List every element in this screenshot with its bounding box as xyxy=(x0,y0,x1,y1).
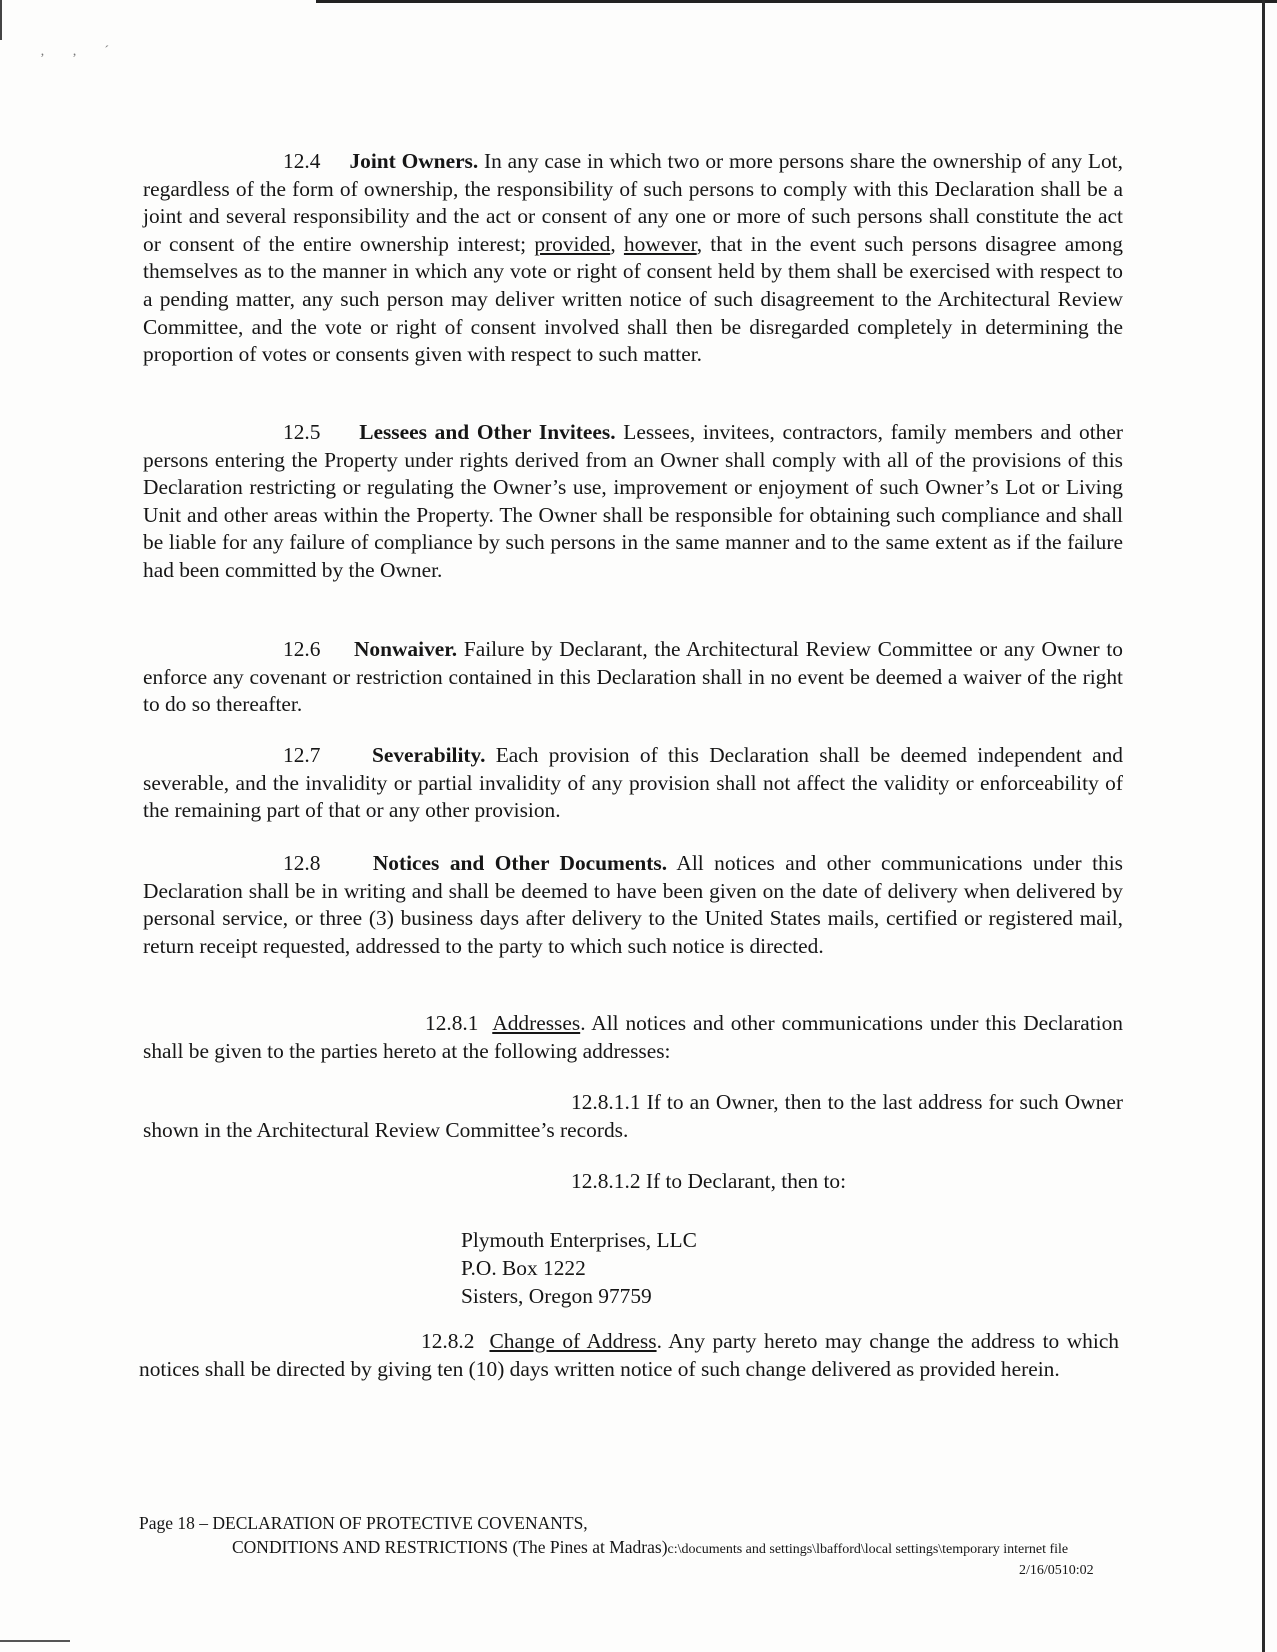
section-number: 12.6 xyxy=(283,637,321,661)
section-12-4 xyxy=(143,148,1123,369)
section-number: 12.8.1.1 xyxy=(571,1090,641,1114)
section-text: If to an Owner, then to the last address for such Owner shown in the Architectural Review Committee’s records. xyxy=(143,1090,1123,1142)
section-12-8-1-1 xyxy=(143,1089,1123,1144)
footer-title-2: CONDITIONS AND RESTRICTIONS (The Pines at Madras) xyxy=(232,1537,668,1557)
section-text: All notices and other communications under this Declaration shall be in writing and shall be deemed to have been given on the date of delivery when delivered by personal service, or three (3) business days after delivery to the United States mails, certified or registered mail, return receipt requested, addressed to the party to which such notice is directed. xyxy=(143,851,1123,958)
section-text: Lessees, invitees, contractors, family members and other persons entering the Property under rights derived from an Owner shall comply with all of the provisions of this Declaration restricting or regulating the Owner’s use, improvement or enjoyment of such Owner’s Lot or Living Unit and other areas within the Property. The Owner shall be responsible for obtaining such compliance and shall be liable for any failure of compliance by such persons in the same manner and to the same extent as if the failure had been committed by the Owner. xyxy=(143,420,1123,582)
scan-edge-top xyxy=(316,0,1277,3)
page-footer xyxy=(139,1511,1094,1578)
underlined-term-provided: provided xyxy=(534,231,611,256)
section-text: Failure by Declarant, the Architectural Review Committee or any Owner to enforce any covenant or restriction contained in this Declaration shall in no event be deemed a waiver of the right to do so thereafter. xyxy=(143,637,1124,717)
footer-line-2 xyxy=(139,1535,1068,1562)
underlined-term-however: however xyxy=(623,231,697,256)
address-line-city: Sisters, Oregon 97759 xyxy=(461,1284,652,1308)
section-number: 12.5 xyxy=(283,420,321,444)
section-number: 12.8 xyxy=(283,851,321,875)
section-text: Each provision of this Declaration shall be deemed independent and severable, and the invalidity or partial invalidity of any provision shall not affect the validity or enforceability of the remaining part of that or any other provision. xyxy=(143,743,1123,823)
address-line-company: Plymouth Enterprises, LLC xyxy=(461,1228,697,1252)
section-heading: Nonwaiver. xyxy=(353,637,458,661)
section-text: . All notices and other communications under this Declaration shall be given to the parties hereto at the following addresses: xyxy=(143,1011,1123,1063)
separator: , xyxy=(610,231,624,256)
section-heading: Notices and Other Documents. xyxy=(372,851,668,875)
section-12-8 xyxy=(143,850,1123,960)
footer-date: 2/16/0510:02 xyxy=(1019,1563,1094,1578)
section-number: 12.4 xyxy=(283,149,321,173)
scan-edge-right xyxy=(1262,0,1265,1652)
section-12-6 xyxy=(143,636,1123,719)
section-text: . Any party hereto may change the address to which notices shall be directed by giving ten (10) days written notice of such change delivered as provided herein. xyxy=(139,1329,1120,1381)
section-number: 12.8.1.2 xyxy=(571,1169,641,1193)
section-12-7 xyxy=(143,742,1123,825)
section-text-continued: , that in the event such persons disagree among themselves as to the manner in which any vote or right of consent held by them shall be exercised with respect to a pending matter, any such person may deliver written notice of such disagreement to the Architectural Review Committee, and the vote or right of consent involved shall then be disregarded completely in determining the proportion of votes or consents given with respect to such matter. xyxy=(143,231,1123,367)
section-12-8-1 xyxy=(143,1010,1123,1065)
footer-line-1 xyxy=(139,1511,1068,1535)
footer-title-1: DECLARATION OF PROTECTIVE COVENANTS, xyxy=(212,1513,588,1533)
file-path: c:\documents and settings\lbafford\local settings\temporary internet file xyxy=(667,1542,1069,1557)
section-12-5 xyxy=(143,419,1123,585)
section-heading: Joint Owners. xyxy=(349,149,479,173)
section-heading: Severability. xyxy=(371,743,486,767)
section-heading: Lessees and Other Invitees. xyxy=(359,420,616,444)
page-number: Page 18 – xyxy=(139,1513,209,1533)
section-12-8-1-2 xyxy=(143,1168,1123,1196)
section-text: If to Declarant, then to: xyxy=(640,1169,847,1193)
address-line-po-box: P.O. Box 1222 xyxy=(461,1256,586,1280)
section-text: In any case in which two or more persons share the ownership of any Lot, regardless of the form of ownership, the responsibility of such persons to comply with this Declaration shall be a joint and several responsibility and the act or consent of any one or more of such persons shall constitute the act or consent of the entire ownership interest; xyxy=(143,149,1123,256)
section-number: 12.7 xyxy=(283,743,321,767)
section-heading: Change of Address xyxy=(489,1329,657,1353)
section-12-8-2 xyxy=(139,1328,1119,1383)
scan-specks: ‚ ‚ ˊ xyxy=(40,44,121,59)
section-heading: Addresses xyxy=(492,1011,581,1035)
section-number: 12.8.2 xyxy=(421,1329,475,1353)
section-number: 12.8.1 xyxy=(425,1011,479,1035)
scan-edge-left xyxy=(0,0,2,40)
declarant-address xyxy=(461,1226,697,1310)
scan-edge-bottom xyxy=(0,1640,70,1642)
